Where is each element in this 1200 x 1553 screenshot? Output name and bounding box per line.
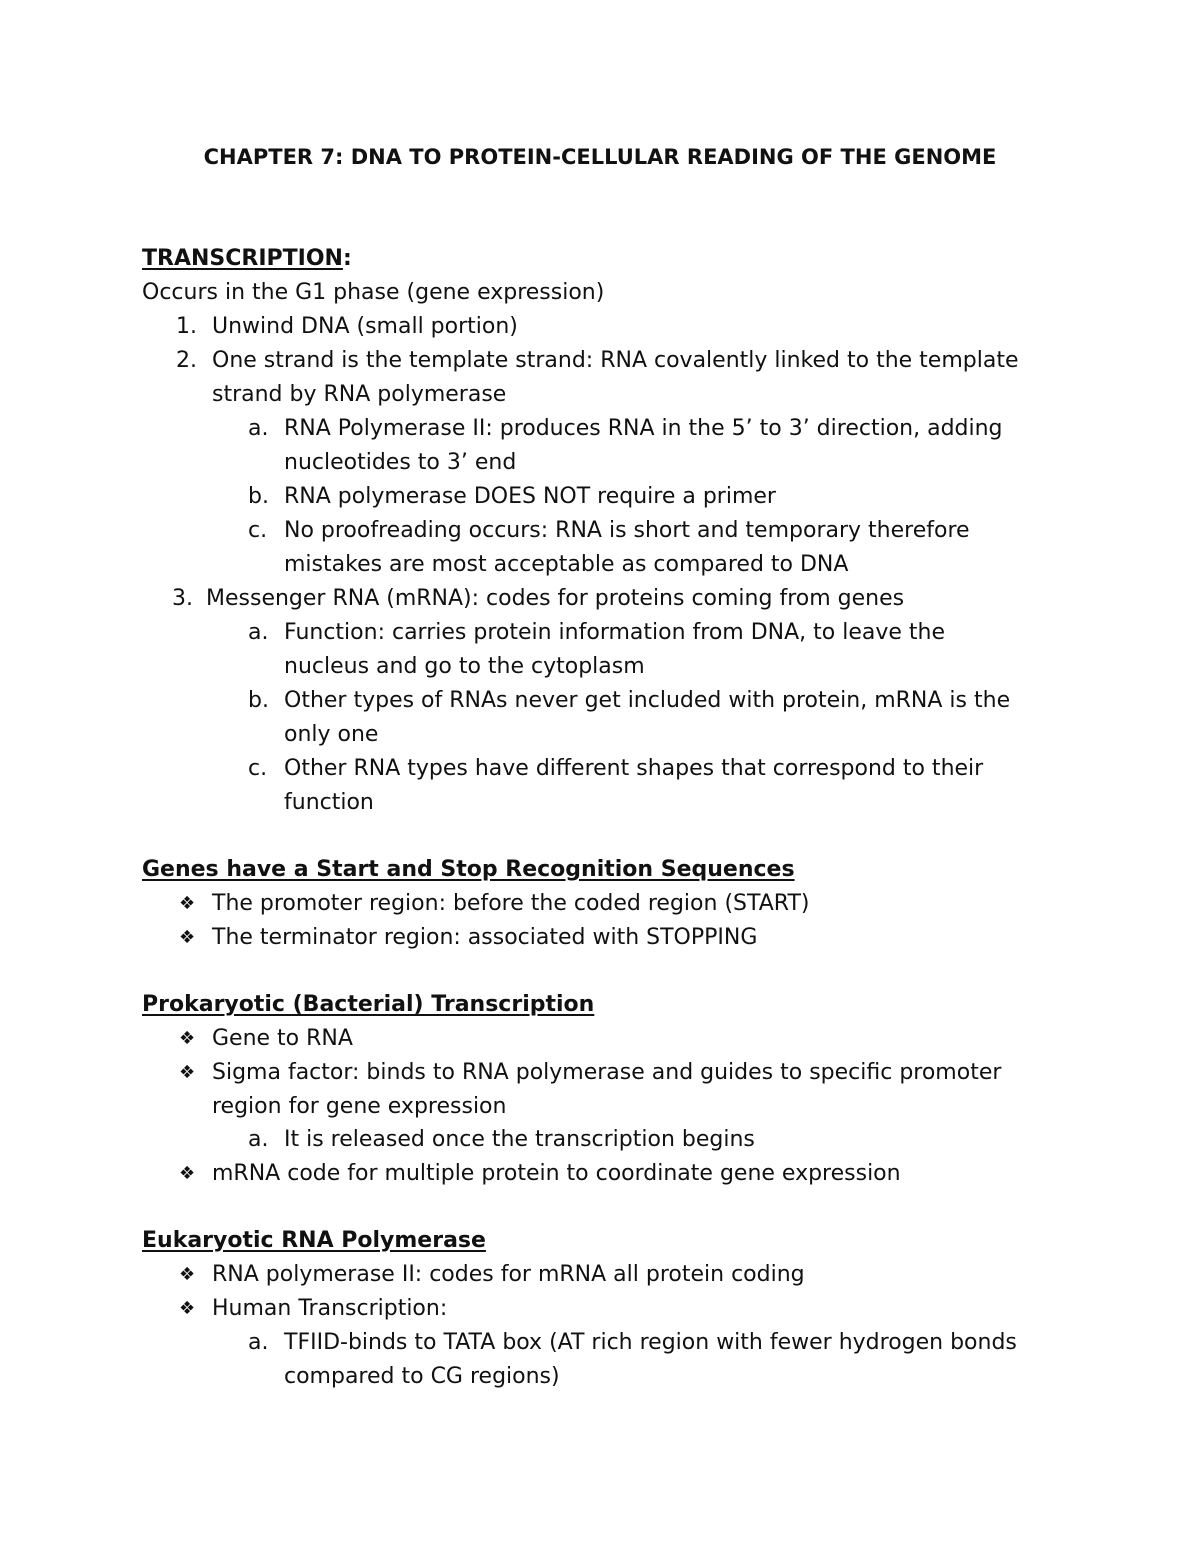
prokaryotic-bullet-2-line1: Sigma factor: binds to RNA polymerase and guides to specific promoter xyxy=(212,1060,1002,1085)
section-heading-eukaryotic: Eukaryotic RNA Polymerase xyxy=(142,1228,486,1253)
bullet-diamond-icon: ❖ xyxy=(179,1028,196,1049)
list-item-2b: RNA polymerase DOES NOT require a primer xyxy=(284,484,776,509)
eukaryotic-sub-a-line1: TFIID-binds to TATA box (AT rich region with fewer hydrogen bonds xyxy=(284,1330,1017,1355)
transcription-heading-text: TRANSCRIPTION xyxy=(142,246,343,271)
list-marker-2c: c. xyxy=(248,518,268,543)
page-title: CHAPTER 7: DNA TO PROTEIN-CELLULAR READING OF THE GENOME xyxy=(203,145,997,169)
list-marker-1: 1. xyxy=(176,314,197,339)
list-item-3c-line1: Other RNA types have different shapes that correspond to their xyxy=(284,756,984,781)
prokaryotic-sub-a: It is released once the transcription begins xyxy=(284,1127,755,1152)
eukaryotic-bullet-2: Human Transcription: xyxy=(212,1296,448,1321)
eukaryotic-bullet-1: RNA polymerase II: codes for mRNA all protein coding xyxy=(212,1262,805,1287)
list-marker-3a: a. xyxy=(248,620,269,645)
list-marker-3c: c. xyxy=(248,756,268,781)
list-marker-3: 3. xyxy=(172,586,193,611)
genes-bullet-2: The terminator region: associated with STOPPING xyxy=(212,925,758,950)
list-item-3c-line2: function xyxy=(284,790,374,815)
section-heading-genes: Genes have a Start and Stop Recognition Sequences xyxy=(142,857,795,882)
list-item-2a-line2: nucleotides to 3’ end xyxy=(284,450,517,475)
bullet-diamond-icon: ❖ xyxy=(179,1298,196,1319)
list-item-3: Messenger RNA (mRNA): codes for proteins coming from genes xyxy=(206,586,905,611)
genes-bullet-1: The promoter region: before the coded region (START) xyxy=(212,891,810,916)
bullet-diamond-icon: ❖ xyxy=(179,927,196,948)
list-item-2a-line1: RNA Polymerase II: produces RNA in the 5’ to 3’ direction, adding xyxy=(284,416,1003,441)
list-item-3b-line2: only one xyxy=(284,722,379,747)
section-heading-transcription xyxy=(142,242,352,276)
list-marker-euk-a: a. xyxy=(248,1330,269,1355)
section-heading-prokaryotic: Prokaryotic (Bacterial) Transcription xyxy=(142,992,595,1017)
list-item-2c-line1: No proofreading occurs: RNA is short and temporary therefore xyxy=(284,518,970,543)
list-item-3b-line1: Other types of RNAs never get included with protein, mRNA is the xyxy=(284,688,1011,713)
eukaryotic-sub-a-line2: compared to CG regions) xyxy=(284,1364,560,1389)
list-item-2-line1: One strand is the template strand: RNA covalently linked to the template xyxy=(212,348,1019,373)
list-item-1: Unwind DNA (small portion) xyxy=(212,314,518,339)
prokaryotic-bullet-3: mRNA code for multiple protein to coordinate gene expression xyxy=(212,1161,901,1186)
bullet-diamond-icon: ❖ xyxy=(179,893,196,914)
bullet-diamond-icon: ❖ xyxy=(179,1163,196,1184)
bullet-diamond-icon: ❖ xyxy=(179,1264,196,1285)
list-marker-3b: b. xyxy=(248,688,269,713)
list-marker-2b: b. xyxy=(248,484,269,509)
list-item-2c-line2: mistakes are most acceptable as compared to DNA xyxy=(284,552,849,577)
prokaryotic-bullet-2-line2: region for gene expression xyxy=(212,1094,507,1119)
list-marker-2: 2. xyxy=(176,348,197,373)
list-marker-prok-a: a. xyxy=(248,1127,269,1152)
bullet-diamond-icon: ❖ xyxy=(179,1062,196,1083)
list-marker-2a: a. xyxy=(248,416,269,441)
list-item-3a-line1: Function: carries protein information from DNA, to leave the xyxy=(284,620,946,645)
transcription-heading-colon: : xyxy=(342,246,352,271)
list-item-3a-line2: nucleus and go to the cytoplasm xyxy=(284,654,645,679)
prokaryotic-bullet-1: Gene to RNA xyxy=(212,1026,353,1051)
list-item-2-line2: strand by RNA polymerase xyxy=(212,382,507,407)
transcription-intro: Occurs in the G1 phase (gene expression) xyxy=(142,280,605,305)
